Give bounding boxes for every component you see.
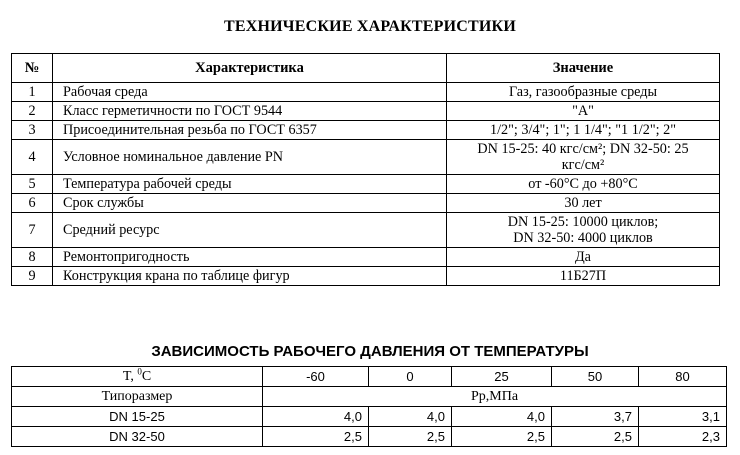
specs-table: [11, 53, 720, 286]
table-row: [12, 407, 727, 427]
table-row: [12, 194, 720, 213]
row-value: [447, 213, 720, 248]
pressure-unit-label: Рр,МПа: [263, 387, 727, 407]
row-value-line-1: DN 15-25: 40 кгс/см²; DN 32-50: 25: [477, 141, 689, 157]
pressure-value: 4,0: [263, 407, 369, 427]
row-value-line-2: кгс/см²: [561, 157, 605, 173]
pressure-value: 2,5: [452, 427, 552, 447]
pressure-value: 4,0: [452, 407, 552, 427]
row-value: Да: [447, 248, 720, 267]
row-value: 30 лет: [447, 194, 720, 213]
column-header-value: Значение: [447, 54, 720, 83]
pressure-value: 2,5: [263, 427, 369, 447]
row-value: 11Б27П: [447, 267, 720, 286]
row-value: [447, 140, 720, 175]
table-header-row: [12, 54, 720, 83]
pressure-value: 2,5: [552, 427, 639, 447]
row-value-line-2: DN 32-50: 4000 циклов: [513, 230, 653, 246]
temperature-value: 50: [552, 367, 639, 387]
temperature-row: [12, 367, 727, 387]
pressure-value: 3,1: [639, 407, 727, 427]
row-characteristic: Срок службы: [53, 194, 447, 213]
row-number: 8: [12, 248, 53, 267]
row-value: "A": [447, 102, 720, 121]
size-unit-row: [12, 387, 727, 407]
row-characteristic: Ремонтопригодность: [53, 248, 447, 267]
temperature-value: 25: [452, 367, 552, 387]
row-number: 9: [12, 267, 53, 286]
column-header-characteristic: Характеристика: [53, 54, 447, 83]
size-name: DN 32-50: [12, 427, 263, 447]
row-number: 2: [12, 102, 53, 121]
table-row: [12, 83, 720, 102]
row-number: 7: [12, 213, 53, 248]
table-row: [12, 267, 720, 286]
row-number: 1: [12, 83, 53, 102]
temperature-value: -60: [263, 367, 369, 387]
size-name: DN 15-25: [12, 407, 263, 427]
row-characteristic: Средний ресурс: [53, 213, 447, 248]
row-number: 6: [12, 194, 53, 213]
column-header-num: №: [12, 54, 53, 83]
row-number: 4: [12, 140, 53, 175]
row-number: 5: [12, 175, 53, 194]
row-characteristic: Условное номинальное давление PN: [53, 140, 447, 175]
temperature-value: 0: [369, 367, 452, 387]
table-row: [12, 102, 720, 121]
table-row: [12, 175, 720, 194]
pressure-table: [11, 366, 727, 447]
row-value: Газ, газообразные среды: [447, 83, 720, 102]
row-characteristic: Рабочая среда: [53, 83, 447, 102]
row-characteristic: Конструкция крана по таблице фигур: [53, 267, 447, 286]
pressure-value: 2,3: [639, 427, 727, 447]
table-row: [12, 213, 720, 248]
pressure-value: 4,0: [369, 407, 452, 427]
pressure-value: 2,5: [369, 427, 452, 447]
specs-title: ТЕХНИЧЕСКИЕ ХАРАКТЕРИСТИКИ: [224, 18, 516, 35]
temperature-value: 80: [639, 367, 727, 387]
table-row: [12, 140, 720, 175]
row-characteristic: Класс герметичности по ГОСТ 9544: [53, 102, 447, 121]
table-row: [12, 427, 727, 447]
size-label: Типоразмер: [12, 387, 263, 407]
row-characteristic: Температура рабочей среды: [53, 175, 447, 194]
row-value-line-1: DN 15-25: 10000 циклов;: [507, 214, 659, 230]
table-row: [12, 248, 720, 267]
pressure-value: 3,7: [552, 407, 639, 427]
row-number: 3: [12, 121, 53, 140]
row-value: 1/2"; 3/4"; 1"; 1 1/4"; "1 1/2"; 2": [447, 121, 720, 140]
row-value: от -60°С до +80°С: [447, 175, 720, 194]
temperature-label: T, $^0$C: [12, 367, 263, 387]
pressure-title: ЗАВИСИМОСТЬ РАБОЧЕГО ДАВЛЕНИЯ ОТ ТЕМПЕРАТУРЫ: [151, 343, 589, 360]
row-characteristic: Присоединительная резьба по ГОСТ 6357: [53, 121, 447, 140]
table-row: [12, 121, 720, 140]
